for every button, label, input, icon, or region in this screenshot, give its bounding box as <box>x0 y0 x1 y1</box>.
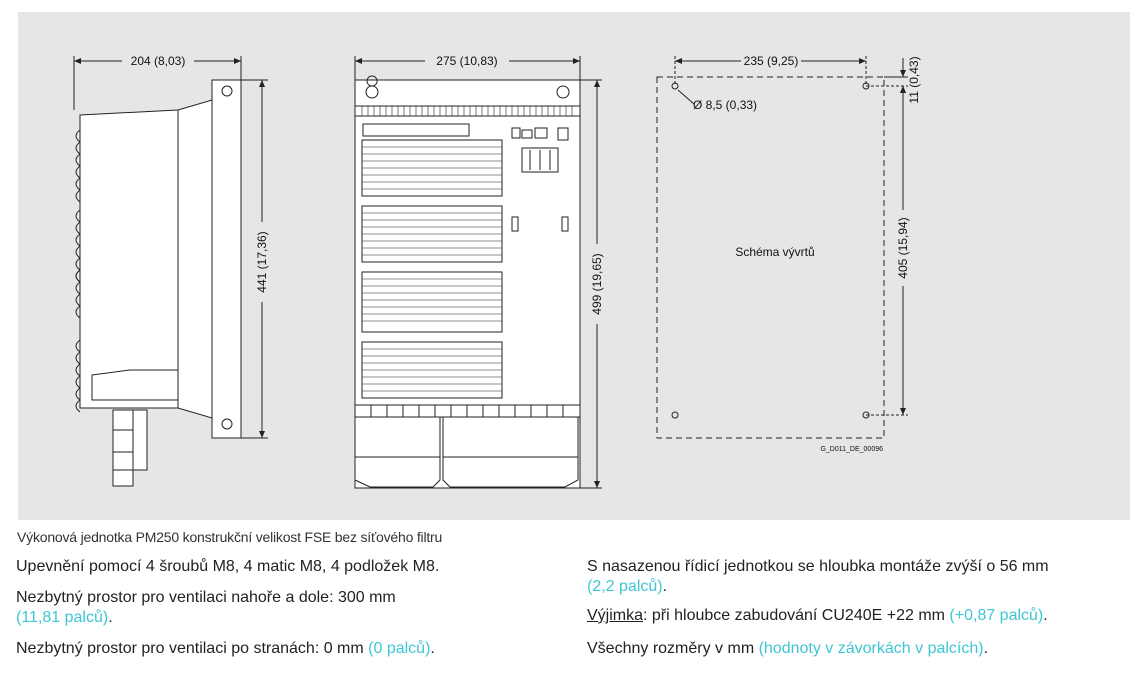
note-depth <box>587 557 1132 597</box>
note-ventilation-top <box>16 588 476 628</box>
note-units-inch: (hodnoty v závorkách v palcích) <box>758 640 984 657</box>
front-width-text: 275 (10,83) <box>436 54 498 68</box>
side-view <box>74 56 268 486</box>
note-exception-dot: . <box>1043 607 1048 624</box>
note-exception-label: Výjimka <box>587 607 644 624</box>
note-mounting <box>16 557 439 577</box>
note-ventilation-side-dot: . <box>430 640 435 657</box>
note-depth-dot: . <box>662 578 668 595</box>
drawing-id: G_D011_DE_00096 <box>820 446 883 453</box>
note-exception-inch: (+0,87 palců) <box>949 607 1044 624</box>
note-units-text: Všechny rozměry v mm <box>587 640 759 657</box>
note-mounting-text: Upevnění pomocí 4 šroubů M8, 4 matic M8, 4 podložek M8. <box>16 558 440 575</box>
front-height-text: 499 (19,65) <box>590 253 604 315</box>
note-ventilation-side-text: Nezbytný prostor pro ventilaci po stranách: 0 mm <box>16 640 369 657</box>
note-exception <box>587 606 1048 626</box>
note-units <box>587 639 988 659</box>
side-height-text: 441 (17,36) <box>255 231 269 293</box>
note-ventilation-top-dot: . <box>108 609 113 626</box>
hole-width-text: 235 (9,25) <box>743 54 799 68</box>
note-ventilation-side <box>16 639 435 659</box>
figure-caption: Výkonová jednotka PM250 konstrukční velikost FSE bez síťového filtru <box>17 529 443 545</box>
note-depth-text: S nasazenou řídicí jednotkou se hloubka montáže zvýší o 56 mm <box>587 558 1049 575</box>
hole-offset-text: 11 (0,43) <box>907 56 921 104</box>
note-depth-inch: (2,2 palců) <box>587 578 663 595</box>
front-view <box>355 56 602 488</box>
note-units-dot: . <box>983 640 989 657</box>
note-ventilation-side-inch: (0 palců) <box>368 640 431 657</box>
note-ventilation-top-inch: (11,81 palců) <box>16 609 109 626</box>
hole-height-text: 405 (15,94) <box>896 217 910 279</box>
note-exception-text: : při hloubce zabudování CU240E +22 mm <box>643 607 950 624</box>
hole-diameter-text: Ø 8,5 (0,33) <box>693 98 758 112</box>
hole-pattern-title: Schéma vývrtů <box>735 245 815 259</box>
note-ventilation-top-text: Nezbytný prostor pro ventilaci nahoře a dole: 300 mm <box>16 589 396 606</box>
side-width-text: 204 (8,03) <box>130 54 186 68</box>
